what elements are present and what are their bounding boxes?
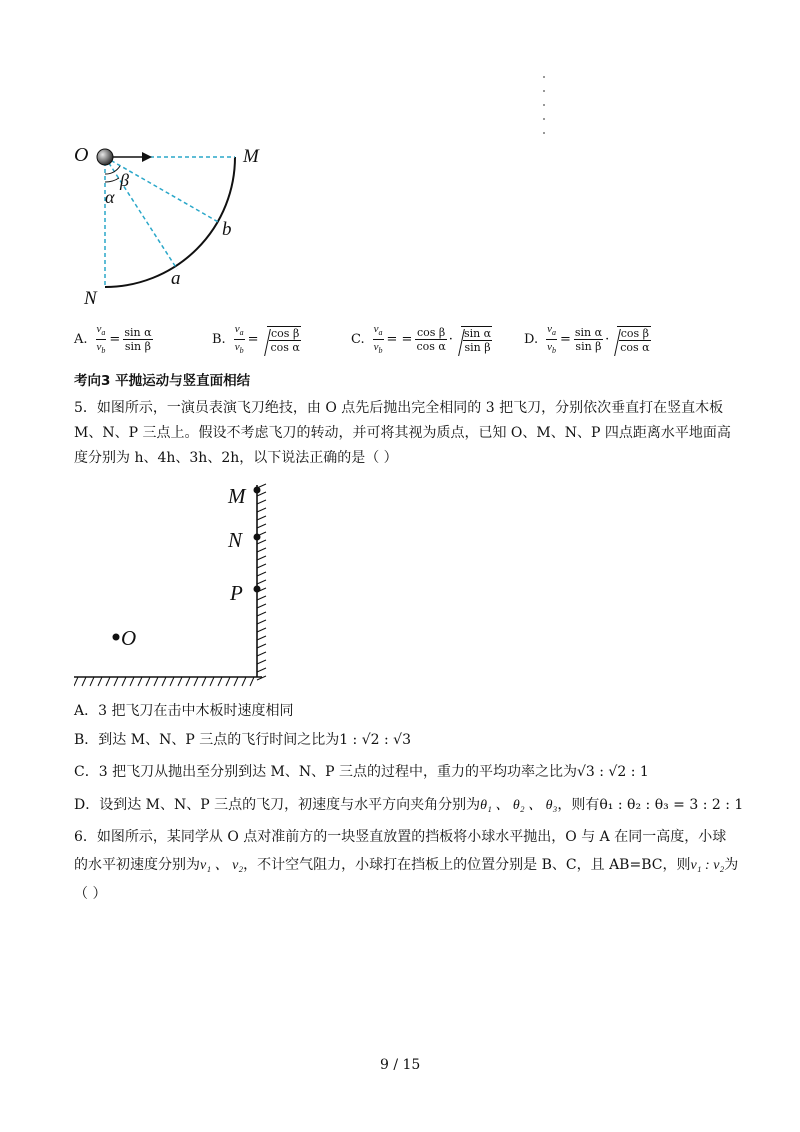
fig1-label-M: M xyxy=(243,146,259,167)
sqrt-icon xyxy=(617,326,650,354)
fig1-label-alpha: α xyxy=(105,187,115,207)
q5-line-1: 5．如图所示，一演员表演飞刀绝技，由 O 点先后抛出完全相同的 3 把飞刀，分别依次垂直打在竖直木板 xyxy=(74,400,724,416)
ball xyxy=(97,149,113,165)
option-letter: B. xyxy=(212,332,226,348)
q5-option-D-math2: θ₁ : θ₂ : θ₃ = 3 : 2 : 1 xyxy=(599,797,744,813)
multiply-dot: · xyxy=(448,332,453,348)
rhs-fraction-1: $\frac{\text{cos β}}{\text{cos α}}$ xyxy=(416,326,446,354)
q5-option-A: A．3 把飞刀在击中木板时速度相同 xyxy=(74,703,294,719)
option-D xyxy=(524,322,651,357)
wall-figure xyxy=(74,480,284,695)
rhs-fraction-2: $\frac{\text{cos β}}{\text{cos α}}$ xyxy=(620,326,650,354)
point-N xyxy=(254,534,261,541)
point-M xyxy=(254,487,261,494)
rhs-fraction-2: $\frac{\text{sin α}}{\text{sin β}}$ xyxy=(463,326,492,354)
equals-sign: = xyxy=(559,332,571,348)
ground-hatch xyxy=(74,677,254,686)
fig2-label-O: O xyxy=(121,626,137,650)
margin-dots xyxy=(543,76,545,146)
rhs-fraction: $\frac{\text{cos β}}{\text{cos α}}$ xyxy=(270,326,300,354)
angle-alpha-arc xyxy=(105,178,119,182)
q5-option-D-math1: θ₁ 、 θ₂ 、 θ₃ xyxy=(480,798,558,813)
fig2-label-N: N xyxy=(228,528,243,552)
multiply-dot: · xyxy=(605,332,610,348)
q5-option-C-text: C．3 把飞刀从抛出至分别到达 M、N、P 三点的过程中，重力的平均功率之比为 xyxy=(74,764,577,780)
option-B xyxy=(212,322,301,357)
q5-option-D-text2: ，则有 xyxy=(557,797,600,813)
q5-line-2: M、N、P 三点上。假设不考虑飞刀的转动，并可将其视为质点，已知 O、M、N、P 四点距离水平地面高 xyxy=(74,425,731,441)
wall-hatch xyxy=(257,484,266,680)
equals-sign: = = xyxy=(386,332,413,348)
point-O xyxy=(113,634,120,641)
q5-line-3: 度分别为 h、4h、3h、2h，以下说法正确的是（ ） xyxy=(74,450,398,466)
fig1-label-beta: β xyxy=(120,170,129,190)
option-letter: D. xyxy=(524,332,539,348)
q5-option-D xyxy=(74,795,743,816)
q6-line-2-c: 为 xyxy=(724,857,739,873)
section-heading: 考向3 平抛运动与竖直面相结 xyxy=(74,373,251,389)
lhs-fraction: $\frac{v_a}{v_b}$ xyxy=(96,323,106,356)
q6-line-1: 6．如图所示，某同学从 O 点对准前方的一块竖直放置的挡板将小球水平抛出，O 与 A 在同一高度，小球 xyxy=(74,829,727,845)
fig2-label-P: P xyxy=(230,581,243,605)
equals-sign: = xyxy=(247,332,259,348)
line-O-a xyxy=(105,157,177,269)
lhs-fraction: $\frac{v_a}{v_b}$ xyxy=(373,323,383,356)
q6-line-2-a: 的水平初速度分别为 xyxy=(74,857,200,873)
q5-option-B xyxy=(74,730,411,750)
q5-option-D-text1: D．设到达 M、N、P 三点的飞刀，初速度与水平方向夹角分别为 xyxy=(74,797,481,813)
lhs-fraction: $\frac{v_a}{v_b}$ xyxy=(234,323,244,356)
q5-option-C-math: √3 : √2 : 1 xyxy=(576,764,649,780)
sqrt-icon xyxy=(461,326,492,354)
arrow-head-icon xyxy=(142,152,152,162)
equals-sign: = xyxy=(109,332,121,348)
quarter-circle-figure xyxy=(70,140,270,315)
option-A xyxy=(74,322,153,357)
q5-option-B-math: 1 : √2 : √3 xyxy=(339,732,412,748)
rhs-fraction: $\frac{\text{sin α}}{\text{sin β}}$ xyxy=(124,326,152,354)
sqrt-icon xyxy=(267,326,300,354)
rhs-fraction-1: $\frac{\text{sin α}}{\text{sin β}}$ xyxy=(574,326,603,354)
option-C xyxy=(351,322,492,357)
fig1-label-a: a xyxy=(171,268,181,289)
option-letter: A. xyxy=(74,332,88,348)
q5-option-C xyxy=(74,762,649,782)
fig1-label-N: N xyxy=(84,288,97,309)
q6-velocities: v₁ 、 v₂ xyxy=(200,858,244,873)
q6-line-2-b: ，不计空气阻力，小球打在挡板上的位置分别是 B、C，且 AB=BC，则 xyxy=(243,857,691,873)
fig1-label-b: b xyxy=(222,219,232,240)
point-P xyxy=(254,586,261,593)
q6-line-3: （ ） xyxy=(74,886,107,902)
option-letter: C. xyxy=(351,332,365,348)
lhs-fraction: $\frac{v_a}{v_b}$ xyxy=(547,323,556,356)
fig2-label-M: M xyxy=(228,484,246,508)
q6-line-2 xyxy=(74,855,738,876)
q6-ratio: v₁ : v₂ xyxy=(690,858,725,873)
q5-option-B-text: B．到达 M、N、P 三点的飞行时间之比为 xyxy=(74,732,340,748)
page-number: 9 / 15 xyxy=(380,1057,421,1073)
fig1-label-O: O xyxy=(74,144,89,166)
